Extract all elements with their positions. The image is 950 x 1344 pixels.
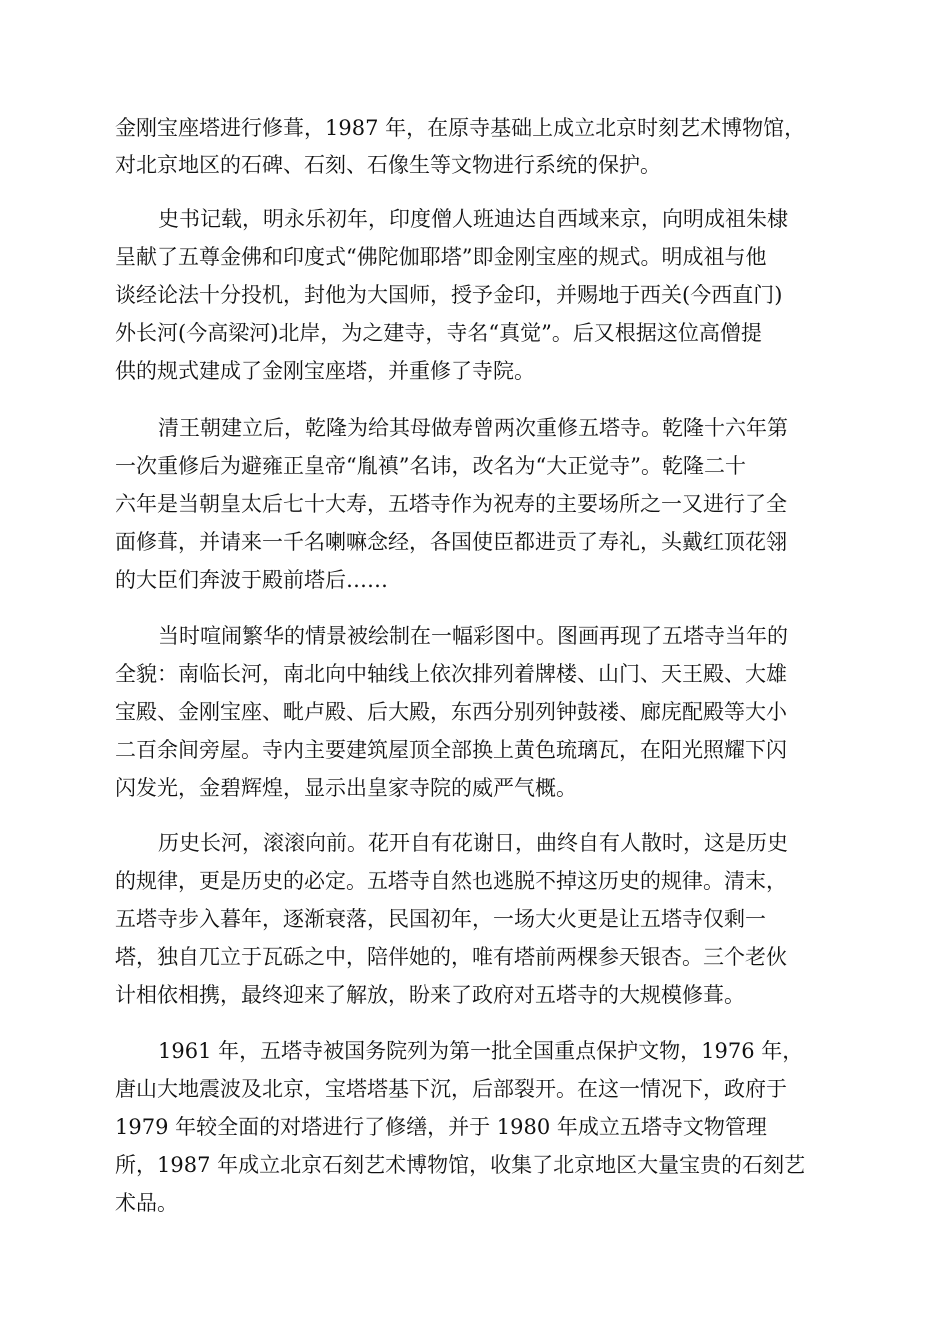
paragraph-5-line-3: 五塔寺步入暮年，逐渐衰落，民国初年，一场大火更是让五塔寺仅剩一 [115,907,766,931]
paragraph-1-line-2: 对北京地区的石碑、石刻、石像生等文物进行系统的保护。 [115,153,661,177]
paragraph-3-line-3: 六年是当朝皇太后七十大寿，五塔寺作为祝寿的主要场所之一又进行了全 [115,492,787,516]
paragraph-5-line-5: 计相依相携，最终迎来了解放，盼来了政府对五塔寺的大规模修葺。 [115,983,745,1007]
paragraph-4-line-2: 全貌：南临长河，南北向中轴线上依次排列着牌楼、山门、天王殿、大雄 [115,662,787,686]
paragraph-4-line-1: 当时喧闹繁华的情景被绘制在一幅彩图中。图画再现了五塔寺当年的 [158,624,788,648]
paragraph-3-line-2: 一次重修后为避雍正皇帝“胤禛”名讳，改名为“大正觉寺”。乾隆二十 [115,454,746,478]
paragraph-3-line-5: 的大臣们奔波于殿前塔后…… [115,568,388,592]
paragraph-6-line-3: 1979 年较全面的对塔进行了修缮，并于 1980 年成立五塔寺文物管理 [115,1115,767,1139]
paragraph-6-line-5: 术品。 [115,1191,178,1215]
paragraph-4-line-5: 闪发光，金碧辉煌，显示出皇家寺院的威严气概。 [115,776,577,800]
paragraph-3-line-1: 清王朝建立后，乾隆为给其母做寿曾两次重修五塔寺。乾隆十六年第 [158,416,788,440]
paragraph-2-line-5: 供的规式建成了金刚宝座塔，并重修了寺院。 [115,359,535,383]
paragraph-6-line-1: 1961 年，五塔寺被国务院列为第一批全国重点保护文物，1976 年， [158,1039,804,1063]
paragraph-2-line-2: 呈献了五尊金佛和印度式“佛陀伽耶塔”即金刚宝座的规式。明成祖与他 [115,245,767,269]
paragraph-4-line-3: 宝殿、金刚宝座、毗卢殿、后大殿，东西分别列钟鼓褛、廊庑配殿等大小 [115,700,787,724]
paragraph-6-line-2: 唐山大地震波及北京，宝塔塔基下沉，后部裂开。在这一情况下，政府于 [115,1077,787,1101]
paragraph-1-line-1: 金刚宝座塔进行修葺，1987 年，在原寺基础上成立北京时刻艺术博物馆， [115,116,806,140]
paragraph-2-line-4: 外长河(今高梁河)北岸，为之建寺，寺名“真觉”。后又根据这位高僧提 [115,321,762,345]
paragraph-2-line-1: 史书记载，明永乐初年，印度僧人班迪达自西域来京，向明成祖朱棣 [158,207,788,231]
paragraph-6-line-4: 所，1987 年成立北京石刻艺术博物馆，收集了北京地区大量宝贵的石刻艺 [115,1153,806,1177]
paragraph-3-line-4: 面修葺，并请来一千名喇嘛念经，各国使臣都进贡了寿礼，头戴红顶花翎 [115,530,787,554]
paragraph-5-line-4: 塔，独自兀立于瓦砾之中，陪伴她的，唯有塔前两棵参天银杏。三个老伙 [115,945,787,969]
paragraph-2-line-3: 谈经论法十分投机，封他为大国师，授予金印，并赐地于西关(今西直门) [115,283,783,307]
paragraph-4-line-4: 二百余间旁屋。寺内主要建筑屋顶全部换上黄色琉璃瓦，在阳光照耀下闪 [115,738,787,762]
paragraph-5-line-1: 历史长河，滚滚向前。花开自有花谢日，曲终自有人散时，这是历史 [158,831,788,855]
paragraph-5-line-2: 的规律，更是历史的必定。五塔寺自然也逃脱不掉这历史的规律。清末， [115,869,787,893]
